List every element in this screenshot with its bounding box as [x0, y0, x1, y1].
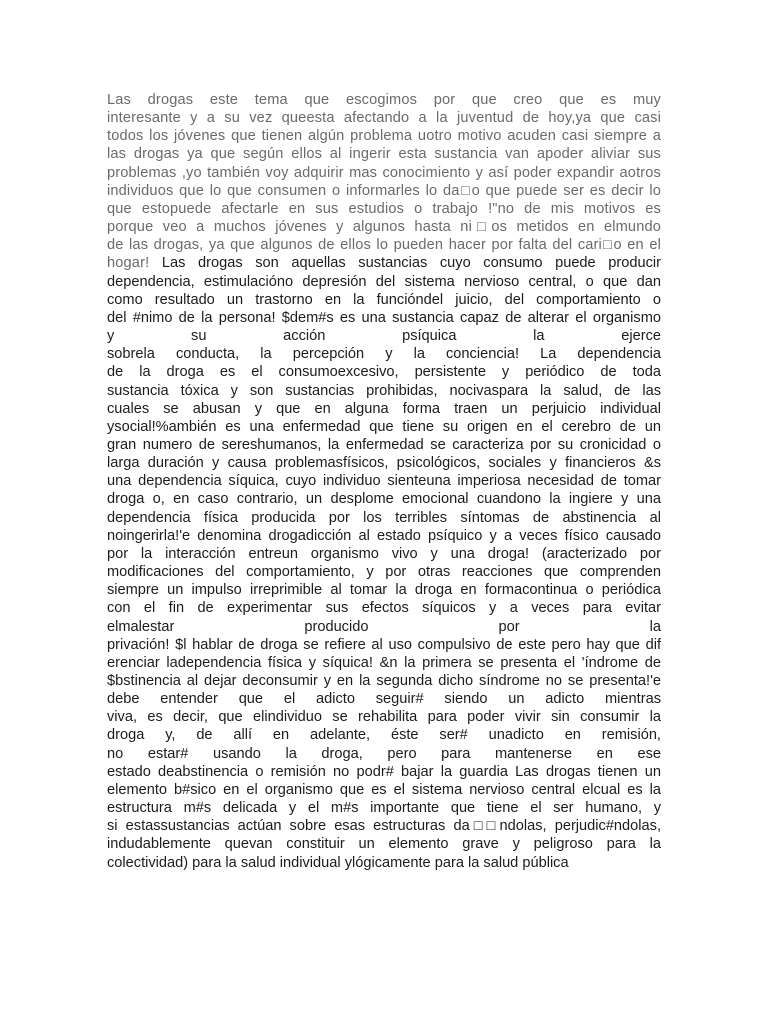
text-segment: indudablemente quevan constituir un elemento grave y peligroso para la — [107, 836, 661, 853]
text-line — [107, 164, 661, 182]
text-line — [107, 545, 661, 563]
text-segment: porque veo a muchos jóvenes y algunos hasta ni□os metidos en elmundo — [107, 219, 661, 236]
text-segment: colectividad) para la salud individual ylógicamente para la salud pública — [107, 854, 569, 871]
text-line — [107, 200, 661, 218]
text-segment: sobrela conducta, la percepción y la conciencia! La dependencia — [107, 346, 661, 363]
text-segment: viva, es decir, que elindividuo se rehabilita para poder vivir sin consumir la — [107, 709, 661, 726]
text-segment: individuos que lo que consumen o informarles lo da□o que puede ser es decir lo — [107, 182, 661, 199]
text-segment: hogar! — [107, 255, 150, 272]
text-segment: no estar# usando la droga, pero para mantenerse en ese — [107, 745, 661, 762]
text-segment: todos los jóvenes que tienen algún problema uotro motivo acuden casi siempre a — [107, 128, 661, 145]
text-line — [107, 527, 661, 545]
text-segment: gran numero de sereshumanos, la enfermedad se caracteriza por su cronicidad o — [107, 436, 661, 453]
text-segment: como resultado un trastorno en la funcióndel juicio, del comportamiento o — [107, 291, 661, 308]
text-segment: de las drogas, ya que algunos de ellos lo pueden hacer por falta del cari□o en el — [107, 237, 661, 254]
text-line — [107, 400, 661, 418]
text-segment: elmalestar producido por la — [107, 618, 661, 635]
text-segment: cuales se abusan y que en alguna forma traen un perjuicio individual — [107, 400, 661, 417]
text-line — [107, 672, 661, 690]
text-line — [107, 817, 661, 835]
document-body — [107, 91, 661, 872]
text-segment: Las drogas son aquellas sustancias cuyo consumo puede producir — [149, 255, 661, 272]
text-line — [107, 273, 661, 291]
text-line — [107, 763, 661, 781]
text-segment: interesante y a su vez queesta afectando a la juventud de hoy,ya que casi — [107, 110, 661, 127]
text-line — [107, 490, 661, 508]
text-line — [107, 636, 661, 654]
text-segment: erenciar ladependencia física y síquica! &n la primera se presenta el 'índrome de — [107, 654, 661, 671]
text-segment: que estopuede afectarle en sus estudios o trabajo !"no de mis motivos es — [107, 200, 661, 217]
text-segment: modificaciones del comportamiento, y por otras reacciones que comprenden — [107, 564, 661, 581]
text-segment: privación! $l hablar de droga se refiere al uso compulsivo de este pero hay que dif — [107, 636, 661, 653]
text-line — [107, 309, 661, 327]
text-segment: Las drogas este tema que escogimos por que creo que es muy — [107, 92, 661, 108]
text-line — [107, 345, 661, 363]
text-segment: droga o, en caso contrario, un desplome emocional cuandono la ingiere y una — [107, 491, 661, 508]
text-segment: si estassustancias actúan sobre esas estructuras da□□ndolas, perjudic#ndolas, — [107, 818, 661, 835]
text-line — [107, 563, 661, 581]
text-line — [107, 781, 661, 799]
text-segment: dependencia física producida por los terribles síntomas de abstinencia al — [107, 509, 661, 526]
text-line — [107, 218, 661, 236]
text-line — [107, 599, 661, 617]
text-line — [107, 436, 661, 454]
text-line — [107, 454, 661, 472]
text-segment: y su acción psíquica la ejerce — [107, 328, 661, 345]
text-line — [107, 654, 661, 672]
text-line — [107, 91, 661, 109]
text-line — [107, 363, 661, 381]
text-line — [107, 708, 661, 726]
text-segment: de la droga es el consumoexcesivo, persistente y periódico de toda — [107, 364, 661, 381]
text-segment: $bstinencia al dejar deconsumir y en la segunda dicho síndrome no se presenta!'e — [107, 673, 661, 689]
text-segment: debe entender que el adicto seguir# siendo un adicto mientras — [107, 691, 661, 708]
text-line — [107, 745, 661, 763]
text-segment: una dependencia síquica, cuyo individuo sienteuna imperiosa necesidad de tomar — [107, 473, 661, 490]
text-line — [107, 690, 661, 708]
text-segment: estructura m#s delicada y el m#s importante que tiene el ser humano, y — [107, 800, 661, 817]
text-segment: elemento b#sico en el organismo que es el sistema nervioso central elcual es la — [107, 781, 661, 798]
text-line — [107, 254, 661, 272]
text-segment: ysocial!%ambién es una enfermedad que tiene su origen en el cerebro de un — [107, 418, 661, 435]
text-segment: las drogas ya que según ellos al ingerir esta sustancia van apoder aliviar sus — [107, 146, 661, 163]
text-segment: droga y, de allí en adelante, éste ser# unadicto en remisión, — [107, 727, 661, 744]
text-line — [107, 799, 661, 817]
text-line — [107, 127, 661, 145]
text-line — [107, 509, 661, 527]
text-line — [107, 182, 661, 200]
text-segment: con el fin de experimentar sus efectos síquicos y a veces para evitar — [107, 600, 661, 617]
text-segment: siempre un impulso irreprimible al tomar la droga en formacontinua o periódica — [107, 582, 661, 599]
text-segment: larga duración y causa problemasfísicos, psicológicos, sociales y financieros &s — [107, 455, 661, 472]
text-line — [107, 854, 661, 872]
text-line — [107, 618, 661, 636]
text-line — [107, 581, 661, 599]
text-line — [107, 835, 661, 853]
text-segment: estado deabstinencia o remisión no podr# bajar la guardia Las drogas tienen un — [107, 763, 661, 780]
text-line — [107, 418, 661, 436]
text-segment: sustancia tóxica y son sustancias prohibidas, nocivaspara la salud, de las — [107, 382, 661, 399]
text-line — [107, 291, 661, 309]
text-segment: del #nimo de la persona! $dem#s es una sustancia capaz de alterar el organismo — [107, 309, 661, 326]
text-line — [107, 327, 661, 345]
text-line — [107, 726, 661, 744]
text-segment: problemas ,yo también voy adquirir mas conocimiento y así poder expandir aotros — [107, 164, 661, 181]
text-segment: por la interacción entreun organismo vivo y una droga! (aracterizado por — [107, 545, 661, 562]
text-line — [107, 472, 661, 490]
text-line — [107, 382, 661, 400]
text-segment: noingerirla!'e denomina drogadicción al estado psíquico y a veces físico causado — [107, 527, 661, 544]
text-line — [107, 236, 661, 254]
text-segment: dependencia, estimulacióno depresión del sistema nervioso central, o que dan — [107, 273, 661, 290]
text-line — [107, 145, 661, 163]
text-line — [107, 109, 661, 127]
